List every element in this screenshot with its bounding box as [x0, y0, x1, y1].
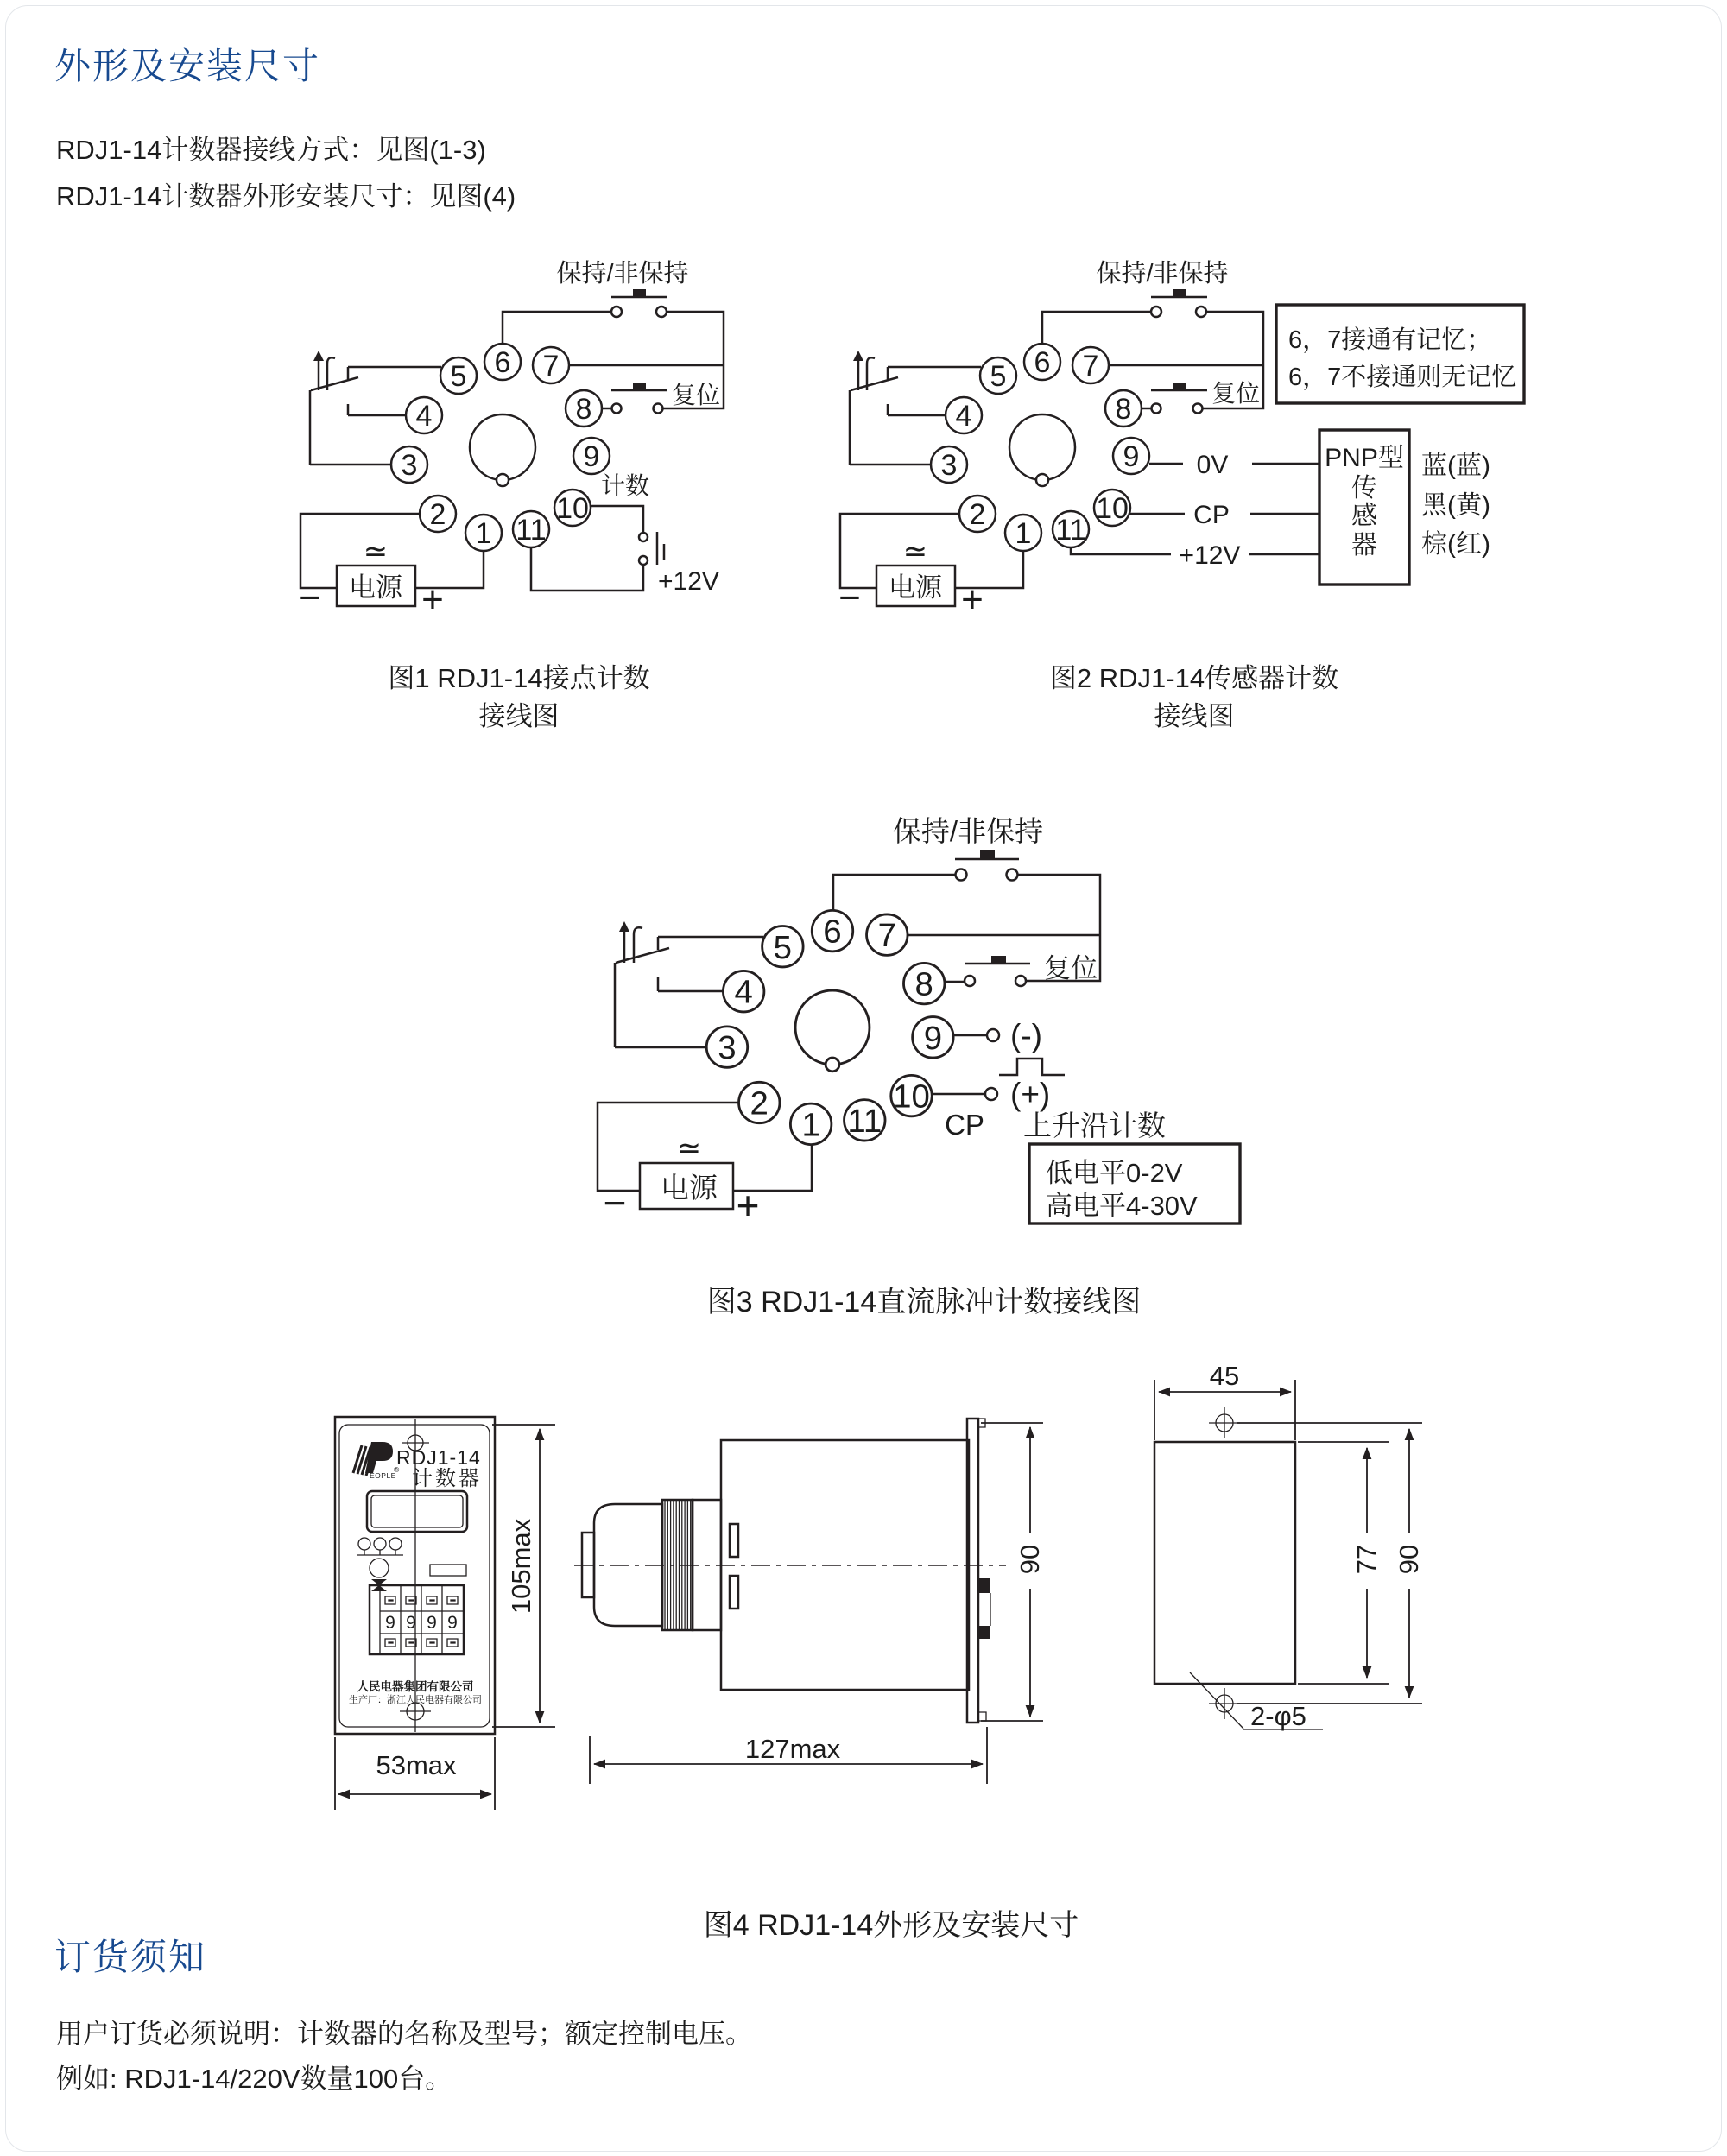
level-high-label: 高电平4-30V — [1046, 1191, 1198, 1221]
note-line1: 6，7接通有记忆； — [1288, 326, 1492, 354]
logo-p-mark — [365, 1442, 393, 1473]
sensor-type-label: PNP型 — [1325, 444, 1404, 472]
pin-10-number: 10 — [893, 1078, 930, 1116]
trimmer-circle — [389, 1538, 402, 1550]
thumbwheel-switch[interactable] — [370, 1585, 464, 1654]
socket-key-circle — [1009, 414, 1075, 480]
pin-3-number: 3 — [940, 449, 958, 482]
hold-terminal-right — [1196, 307, 1206, 317]
power-label: 电源 — [889, 572, 942, 603]
hold-terminal-left — [1151, 307, 1161, 317]
factory-label: 生产厂：浙江人民电器有限公司 — [349, 1695, 482, 1705]
hold-terminal-left — [956, 869, 967, 881]
pin-9-number: 9 — [1123, 440, 1140, 473]
ordering-line-2: 例如: RDJ1-14/220V数量100台。 — [56, 2064, 452, 2094]
model-label: RDJ1-14 — [396, 1446, 481, 1469]
pin-3-number: 3 — [718, 1029, 737, 1067]
figure3-wiring-diagram — [598, 815, 1240, 1228]
device-label: 计数器 — [412, 1467, 482, 1490]
note-line2: 6，7不接通则无记忆 — [1288, 364, 1517, 391]
pin-4-number: 4 — [415, 400, 433, 433]
figure4-dimension-drawing — [335, 1361, 1424, 1810]
ac-symbol: ≃ — [676, 1132, 702, 1165]
pin-5-number: 5 — [990, 360, 1007, 393]
pin-10-number: 10 — [1096, 492, 1129, 525]
power-label: 电源 — [349, 572, 402, 603]
pin-1-number: 1 — [475, 517, 492, 550]
pin-9-number: 9 — [923, 1019, 943, 1057]
minus-label: − — [838, 577, 861, 619]
socket-key-notch — [497, 474, 509, 486]
terminal-12v-label: +12V — [1179, 541, 1241, 570]
indicator-trimmers — [357, 1538, 403, 1555]
pin-8-number: 8 — [914, 965, 933, 1003]
dim-53max: 53max — [376, 1750, 457, 1780]
reset-terminal-left — [965, 976, 975, 986]
reset-knob — [370, 1559, 389, 1577]
socket-11pin — [706, 910, 953, 1144]
rear-bottom-hole-cross — [1209, 1688, 1240, 1719]
people-logo — [353, 1442, 400, 1480]
reset-label: 复位 — [1044, 953, 1098, 983]
cp-label: CP — [945, 1109, 984, 1141]
dim-127max: 127max — [744, 1734, 841, 1764]
ac-symbol: ≃ — [363, 535, 389, 568]
count-label: 计数 — [600, 472, 650, 499]
figure2-wiring-diagram — [838, 259, 1524, 621]
pin-9-number: 9 — [583, 440, 600, 473]
terminal-cp-label: CP — [1193, 501, 1230, 529]
dim-holes-note: 2-φ5 — [1250, 1701, 1306, 1731]
dim-45: 45 — [1209, 1361, 1240, 1391]
reset-terminal-left — [612, 404, 622, 414]
figure2-caption-line1: 图2 RDJ1-14传感器计数 — [1049, 663, 1339, 693]
trimmer-circle — [358, 1538, 370, 1550]
pin-10-number: 10 — [556, 492, 589, 525]
hold-button-plunger — [633, 289, 646, 297]
pin-5-number: 5 — [773, 928, 793, 966]
figure3-caption: 图3 RDJ1-14直流脉冲计数接线图 — [706, 1286, 1142, 1318]
section-title-dimensions: 外形及安装尺寸 — [54, 46, 321, 86]
wire-color-brown: 棕(红) — [1421, 530, 1490, 559]
hold-terminal-right — [1007, 869, 1018, 881]
pin-11-number: 11 — [847, 1102, 882, 1140]
pin-1-number: 1 — [1015, 517, 1032, 550]
socket-key-circle — [470, 414, 535, 480]
pos-label: (+) — [1010, 1077, 1051, 1112]
figure2-caption-line2: 接线图 — [1154, 701, 1235, 731]
pin-4-number: 4 — [734, 973, 753, 1011]
actuator-arrowhead — [853, 351, 864, 361]
trimmer-legs — [357, 1550, 403, 1555]
dim-105max: 105max — [506, 1518, 536, 1615]
pin-5-number: 5 — [450, 360, 467, 393]
actuator-arrowhead — [619, 921, 629, 932]
reset-terminal-right — [1193, 404, 1203, 414]
digit-4: 9 — [447, 1613, 458, 1633]
hold-label: 保持/非保持 — [892, 815, 1044, 847]
dim-rear-90: 90 — [1394, 1544, 1424, 1575]
registered-mark: ® — [394, 1465, 400, 1474]
digit-1: 9 — [385, 1613, 395, 1633]
pin-4-number: 4 — [955, 400, 972, 433]
pin-2-number: 2 — [750, 1084, 769, 1122]
intro-line-1: RDJ1-14计数器接线方式：见图(1-3) — [56, 135, 486, 165]
pin-1-number: 1 — [801, 1106, 820, 1144]
hold-label: 保持/非保持 — [556, 260, 689, 288]
sensor-char-1: 传 — [1351, 474, 1377, 503]
digit-2: 9 — [406, 1613, 416, 1633]
pin-8-number: 8 — [1115, 393, 1132, 426]
pin-2-number: 2 — [429, 498, 446, 531]
terminal-0v-label: 0V — [1196, 451, 1229, 479]
side-pins — [978, 1578, 990, 1639]
sensor-char-2: 感 — [1351, 502, 1377, 530]
pin-6-number: 6 — [1034, 346, 1051, 379]
section-title-ordering: 订货须知 — [54, 1937, 207, 1977]
minus-label: − — [299, 577, 321, 619]
neg-terminal — [987, 1029, 999, 1041]
sensor-char-3: 器 — [1351, 531, 1377, 560]
hold-button-plunger — [1173, 289, 1186, 297]
hold-button-plunger — [980, 850, 995, 858]
pin-7-number: 7 — [877, 917, 896, 955]
company-label: 人民电器集团有限公司 — [357, 1680, 474, 1693]
pin-8-number: 8 — [575, 393, 592, 426]
hold-terminal-right — [656, 307, 667, 317]
side-slot-bottom — [730, 1576, 738, 1609]
display-window-outer — [367, 1491, 467, 1532]
pos-terminal — [985, 1088, 997, 1100]
pin-11-number: 11 — [1055, 514, 1086, 547]
plus12v-label: +12V — [658, 567, 719, 596]
intro-line-2: RDJ1-14计数器外形安装尺寸：见图(4) — [56, 181, 516, 212]
socket-key-notch — [826, 1058, 839, 1072]
hold-label: 保持/非保持 — [1096, 260, 1229, 288]
rising-edge-label: 上升沿计数 — [1023, 1110, 1166, 1141]
wire-color-blue: 蓝(蓝) — [1421, 452, 1490, 480]
level-low-label: 低电平0-2V — [1046, 1158, 1183, 1188]
dim-77: 77 — [1351, 1544, 1382, 1575]
pin-11-number: 11 — [516, 514, 547, 547]
reset-terminal-left — [1152, 404, 1161, 414]
rear-outline — [1154, 1442, 1295, 1684]
figure1-caption-line1: 图1 RDJ1-14接点计数 — [388, 663, 650, 693]
pin-6-number: 6 — [823, 913, 842, 951]
plus-label: + — [421, 579, 444, 621]
plus-label: + — [736, 1183, 760, 1228]
plus-label: + — [961, 579, 984, 621]
figure4-caption: 图4 RDJ1-14外形及安装尺寸 — [703, 1909, 1079, 1942]
minus-label: − — [603, 1180, 627, 1225]
reset-label: 复位 — [1211, 380, 1261, 407]
socket-11pin — [391, 344, 610, 551]
pin-2-number: 2 — [969, 498, 986, 531]
reset-label: 复位 — [671, 382, 721, 408]
pin-7-number: 7 — [1082, 350, 1099, 383]
side-slot-top — [730, 1524, 738, 1557]
reset-button-plunger — [1173, 383, 1186, 390]
display-window-inner — [371, 1495, 463, 1527]
reset-button-plunger — [633, 383, 646, 390]
side-flange-tabs — [978, 1419, 986, 1721]
ordering-line-1: 用户订货必须说明：计数器的名称及型号；额定控制电压。 — [56, 2019, 752, 2049]
figure1-wiring-diagram — [299, 259, 724, 621]
socket-key-circle — [795, 990, 870, 1065]
logo-text: EOPLE — [370, 1471, 396, 1480]
neg-label: (-) — [1010, 1018, 1042, 1053]
count-terminal-top — [639, 533, 648, 541]
ac-symbol: ≃ — [902, 535, 928, 568]
reset-terminal-right — [654, 404, 663, 414]
digit-3: 9 — [427, 1613, 437, 1633]
actuator-arrowhead — [313, 351, 324, 361]
label-slot — [430, 1565, 466, 1576]
pin-3-number: 3 — [401, 449, 418, 482]
count-terminal-bottom — [639, 556, 648, 565]
hold-terminal-left — [611, 307, 622, 317]
trimmer-circle — [374, 1538, 386, 1550]
rear-top-hole-cross — [1209, 1407, 1240, 1438]
wire-color-black: 黑(黄) — [1421, 491, 1490, 520]
socket-11pin — [931, 344, 1149, 551]
reset-button-plunger — [991, 956, 1006, 964]
pin-6-number: 6 — [494, 346, 511, 379]
power-label: 电源 — [661, 1172, 718, 1204]
figure1-caption-line2: 接线图 — [478, 701, 560, 731]
socket-key-notch — [1036, 474, 1048, 486]
pin-7-number: 7 — [542, 350, 560, 383]
dim-side-90: 90 — [1015, 1544, 1045, 1575]
reset-terminal-right — [1015, 976, 1026, 986]
